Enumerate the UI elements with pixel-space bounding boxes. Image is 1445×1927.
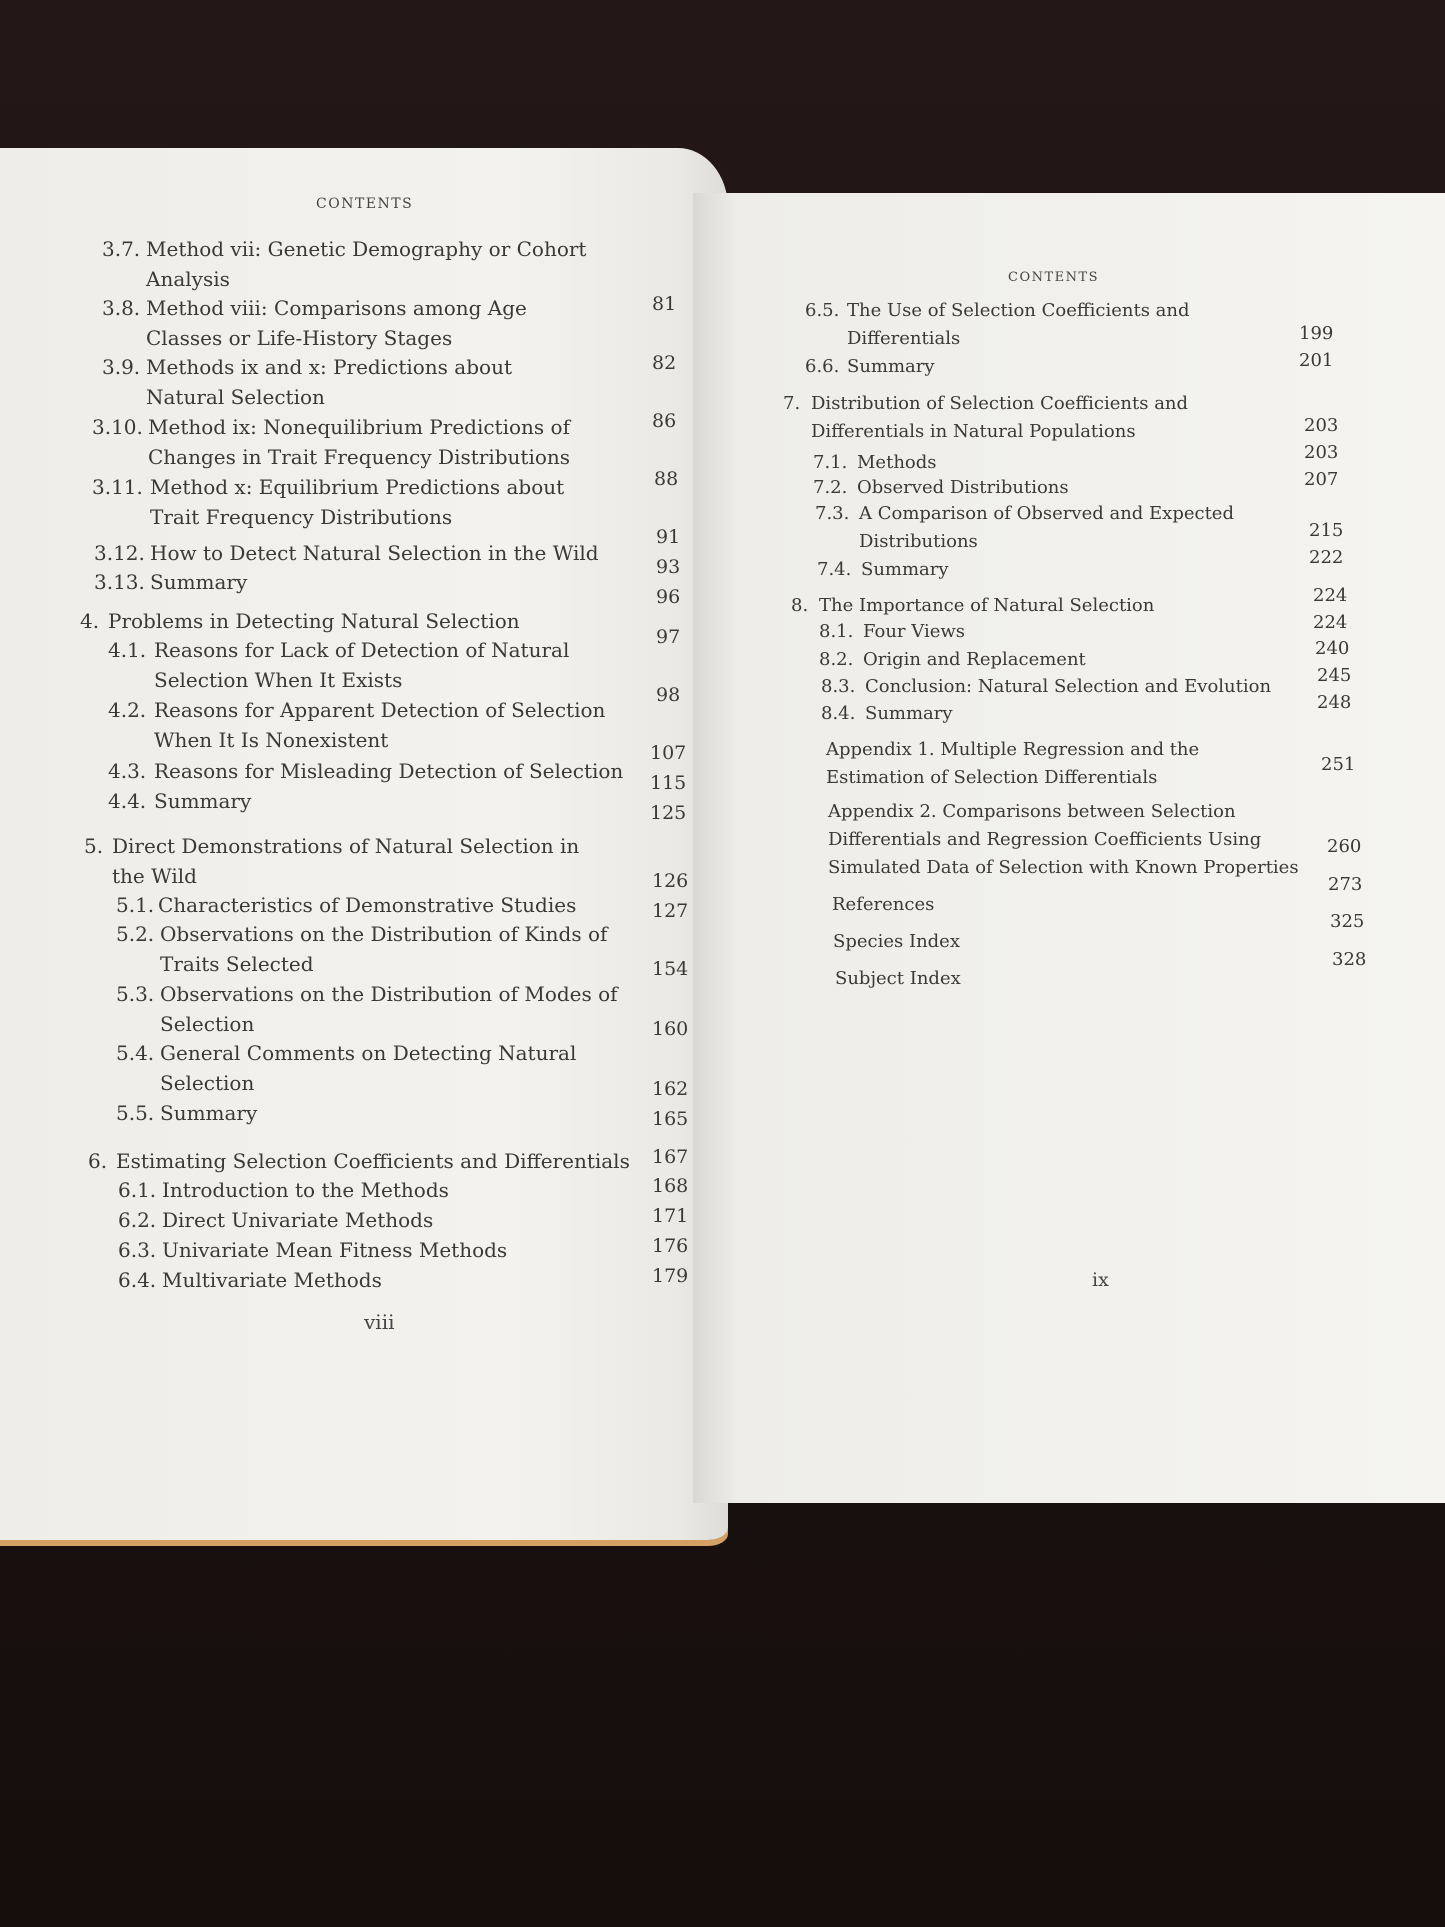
backmatter-title: References bbox=[832, 894, 935, 915]
section-number: 7.4. bbox=[817, 559, 852, 580]
page-number: 201 bbox=[1299, 350, 1334, 371]
section-number: 5.1. bbox=[116, 893, 155, 917]
section-title: Observations on the Distribution of Modes of bbox=[160, 982, 618, 1006]
page-number: 240 bbox=[1315, 638, 1350, 659]
page-number: 171 bbox=[652, 1205, 689, 1227]
page-number: 93 bbox=[656, 556, 681, 578]
folio: ix bbox=[1092, 1269, 1109, 1291]
page-number: 88 bbox=[654, 468, 679, 490]
section-title: Summary bbox=[160, 1101, 258, 1125]
page-number: 91 bbox=[656, 526, 681, 548]
page-number: 203 bbox=[1304, 442, 1339, 463]
section-title-continued: Classes or Life-History Stages bbox=[146, 326, 453, 350]
page-number: 96 bbox=[656, 586, 681, 608]
backmatter-title: Species Index bbox=[833, 931, 960, 952]
chapter-title-continued: Differentials in Natural Populations bbox=[811, 421, 1136, 442]
page-number: 260 bbox=[1327, 836, 1362, 857]
section-title: Summary bbox=[150, 570, 248, 594]
section-title: Direct Univariate Methods bbox=[162, 1208, 434, 1232]
page-number: 199 bbox=[1299, 323, 1334, 344]
section-number: 6.3. bbox=[118, 1238, 157, 1262]
page-number: 81 bbox=[652, 293, 677, 315]
chapter-number: 8. bbox=[791, 595, 809, 616]
page-number: 167 bbox=[652, 1146, 689, 1168]
page-number: 127 bbox=[652, 900, 689, 922]
page-number: 165 bbox=[652, 1108, 689, 1130]
section-title: Method vii: Genetic Demography or Cohort bbox=[146, 237, 587, 261]
chapter-title: Distribution of Selection Coefficients and bbox=[811, 393, 1189, 414]
section-number: 8.4. bbox=[821, 703, 856, 724]
section-title-continued: Traits Selected bbox=[160, 952, 314, 976]
page-number: 168 bbox=[652, 1175, 689, 1197]
section-title: Methods bbox=[857, 452, 937, 473]
section-title: Methods ix and x: Predictions about bbox=[146, 355, 512, 379]
chapter-title: The Importance of Natural Selection bbox=[819, 595, 1155, 616]
chapter-number: 7. bbox=[783, 393, 801, 414]
section-number: 4.2. bbox=[108, 698, 147, 722]
appendix-title: Appendix 1. Multiple Regression and the bbox=[826, 739, 1200, 760]
section-title: Summary bbox=[847, 356, 935, 377]
page-number: 97 bbox=[656, 626, 681, 648]
page-number: 273 bbox=[1328, 874, 1363, 895]
section-title: Four Views bbox=[863, 621, 965, 642]
section-title-continued: Distributions bbox=[859, 531, 978, 552]
appendix-title-continued: Estimation of Selection Differentials bbox=[826, 767, 1158, 788]
section-title: Introduction to the Methods bbox=[162, 1178, 449, 1202]
section-title: Summary bbox=[865, 703, 953, 724]
running-head: CONTENTS bbox=[1008, 270, 1100, 285]
page-number: 162 bbox=[652, 1078, 689, 1100]
page-number: 125 bbox=[650, 802, 687, 824]
page-number: 115 bbox=[650, 772, 687, 794]
page-number: 222 bbox=[1309, 547, 1344, 568]
section-title: Method viii: Comparisons among Age bbox=[146, 296, 527, 320]
section-number: 6.6. bbox=[805, 356, 840, 377]
section-title: Method x: Equilibrium Predictions about bbox=[150, 475, 565, 499]
appendix-title-continued: Differentials and Regression Coefficients Using bbox=[828, 829, 1262, 850]
section-title: Reasons for Misleading Detection of Selection bbox=[154, 759, 624, 783]
page-number: 207 bbox=[1304, 469, 1339, 490]
appendix-title-continued: Simulated Data of Selection with Known Properties bbox=[828, 857, 1299, 878]
section-number: 5.3. bbox=[116, 982, 155, 1006]
section-title-continued: Selection bbox=[160, 1012, 255, 1036]
section-title: A Comparison of Observed and Expected bbox=[859, 503, 1234, 524]
section-title: Reasons for Lack of Detection of Natural bbox=[154, 638, 570, 662]
page-number: 245 bbox=[1317, 665, 1352, 686]
page-number: 325 bbox=[1330, 911, 1365, 932]
chapter-title: Estimating Selection Coefficients and Differentials bbox=[116, 1149, 630, 1173]
section-number: 4.4. bbox=[108, 789, 147, 813]
page-number: 179 bbox=[652, 1265, 689, 1287]
page-number: 248 bbox=[1317, 692, 1352, 713]
page-number: 107 bbox=[650, 742, 687, 764]
section-title: Summary bbox=[861, 559, 949, 580]
section-number: 6.2. bbox=[118, 1208, 157, 1232]
section-title-continued: Analysis bbox=[146, 267, 230, 291]
page-number: 224 bbox=[1313, 612, 1348, 633]
chapter-number: 6. bbox=[88, 1149, 108, 1173]
section-number: 3.8. bbox=[102, 296, 141, 320]
section-title-continued: Selection When It Exists bbox=[154, 668, 403, 692]
section-number: 5.4. bbox=[116, 1041, 155, 1065]
section-number: 6.1. bbox=[118, 1178, 157, 1202]
page-number: 224 bbox=[1313, 585, 1348, 606]
section-title: Summary bbox=[154, 789, 252, 813]
page-number: 86 bbox=[652, 410, 677, 432]
section-number: 3.12. bbox=[94, 541, 145, 565]
section-title: Multivariate Methods bbox=[162, 1268, 382, 1292]
page-number: 203 bbox=[1304, 415, 1339, 436]
section-title: Reasons for Apparent Detection of Selection bbox=[154, 698, 606, 722]
page-number: 160 bbox=[652, 1018, 689, 1040]
page-number: 215 bbox=[1309, 520, 1344, 541]
section-number: 8.3. bbox=[821, 676, 856, 697]
section-title: Method ix: Nonequilibrium Predictions of bbox=[148, 415, 570, 439]
section-title: Characteristics of Demonstrative Studies bbox=[158, 893, 577, 917]
section-title: How to Detect Natural Selection in the Wild bbox=[150, 541, 599, 565]
page-number: 328 bbox=[1332, 949, 1367, 970]
section-title-continued: When It Is Nonexistent bbox=[154, 728, 389, 752]
section-number: 3.7. bbox=[102, 237, 141, 261]
section-number: 7.2. bbox=[813, 477, 848, 498]
left-page bbox=[0, 148, 728, 1540]
section-title: The Use of Selection Coefficients and bbox=[847, 300, 1190, 321]
section-number: 8.1. bbox=[819, 621, 854, 642]
page-number: 98 bbox=[656, 684, 681, 706]
section-number: 7.1. bbox=[813, 452, 848, 473]
page-number: 251 bbox=[1321, 754, 1356, 775]
section-number: 3.9. bbox=[102, 355, 141, 379]
page-number: 176 bbox=[652, 1235, 689, 1257]
section-number: 3.11. bbox=[92, 475, 143, 499]
folio: viii bbox=[364, 1310, 395, 1334]
section-title: General Comments on Detecting Natural bbox=[160, 1041, 577, 1065]
page-number: 126 bbox=[652, 870, 689, 892]
section-number: 6.5. bbox=[805, 300, 840, 321]
section-title: Observations on the Distribution of Kinds of bbox=[160, 922, 608, 946]
section-number: 7.3. bbox=[815, 503, 850, 524]
chapter-number: 4. bbox=[80, 609, 100, 633]
section-title-continued: Selection bbox=[160, 1071, 255, 1095]
chapter-title: Problems in Detecting Natural Selection bbox=[108, 609, 520, 633]
backmatter-title: Subject Index bbox=[835, 968, 961, 989]
section-title-continued: Natural Selection bbox=[146, 385, 325, 409]
section-number: 6.4. bbox=[118, 1268, 157, 1292]
page-number: 154 bbox=[652, 958, 689, 980]
section-title: Univariate Mean Fitness Methods bbox=[162, 1238, 508, 1262]
section-number: 8.2. bbox=[819, 649, 854, 670]
section-number: 3.10. bbox=[92, 415, 143, 439]
section-number: 5.5. bbox=[116, 1101, 155, 1125]
section-number: 4.1. bbox=[108, 638, 147, 662]
section-number: 5.2. bbox=[116, 922, 155, 946]
section-title-continued: Changes in Trait Frequency Distributions bbox=[148, 445, 571, 469]
right-page bbox=[693, 193, 1445, 1503]
running-head: CONTENTS bbox=[316, 196, 414, 212]
section-title: Conclusion: Natural Selection and Evolution bbox=[865, 676, 1272, 697]
section-title: Observed Distributions bbox=[857, 477, 1069, 498]
section-number: 4.3. bbox=[108, 759, 147, 783]
chapter-number: 5. bbox=[84, 834, 104, 858]
appendix-title: Appendix 2. Comparisons between Selection bbox=[828, 801, 1236, 822]
chapter-title-continued: the Wild bbox=[112, 864, 197, 888]
chapter-title: Direct Demonstrations of Natural Selection in bbox=[112, 834, 580, 858]
section-title-continued: Differentials bbox=[847, 328, 961, 349]
section-title: Origin and Replacement bbox=[863, 649, 1086, 670]
page-number: 82 bbox=[652, 352, 677, 374]
section-number: 3.13. bbox=[94, 570, 145, 594]
section-title-continued: Trait Frequency Distributions bbox=[150, 505, 453, 529]
